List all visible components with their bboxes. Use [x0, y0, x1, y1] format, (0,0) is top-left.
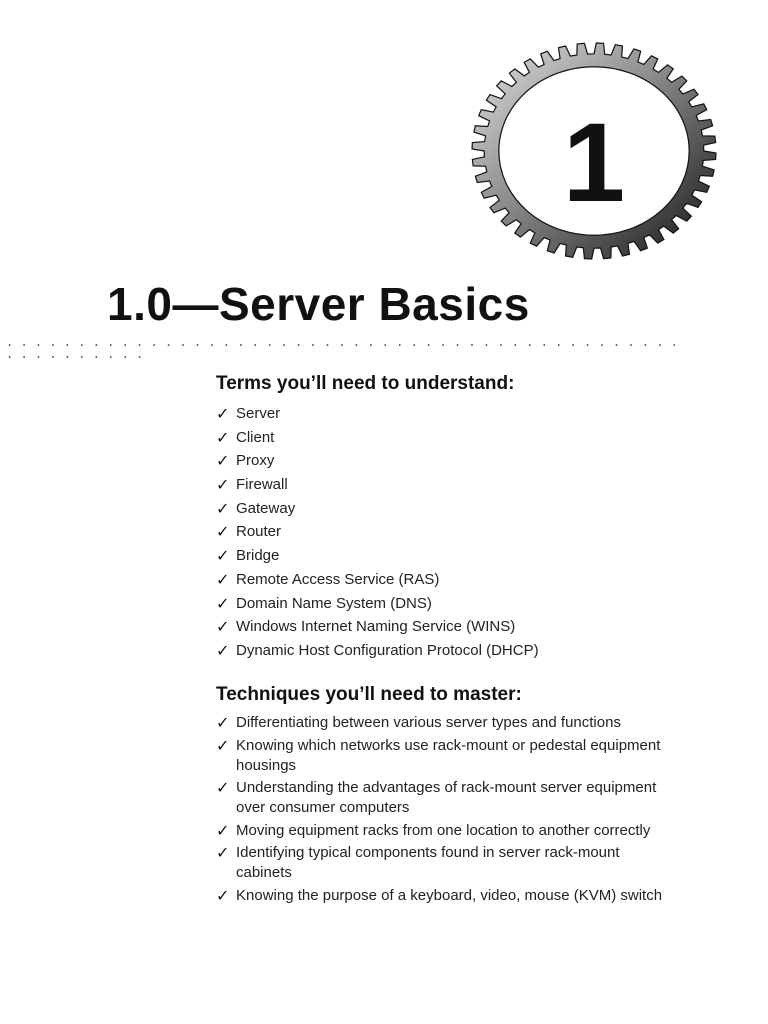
- list-item: [216, 520, 666, 544]
- term-label: Proxy: [236, 452, 275, 470]
- checkmark-icon: ✓: [216, 640, 230, 660]
- checkmark-icon: ✓: [216, 522, 230, 542]
- checkmark-icon: ✓: [216, 593, 230, 613]
- term-label: Router: [236, 523, 282, 541]
- list-item: [216, 473, 666, 497]
- technique-label: Moving equipment racks from one location to another correctly: [236, 821, 651, 839]
- chapter-number: 1: [562, 100, 626, 225]
- checkmark-icon: ✓: [216, 885, 230, 905]
- checkmark-icon: ✓: [216, 451, 230, 471]
- list-item: [216, 592, 666, 616]
- techniques-list: [216, 713, 666, 906]
- terms-heading: Terms you’ll need to understand:: [216, 373, 515, 394]
- list-item: [216, 426, 666, 450]
- techniques-section: [216, 683, 666, 908]
- checkmark-icon: ✓: [216, 475, 230, 495]
- terms-list: [216, 402, 666, 663]
- term-label: Gateway: [236, 499, 296, 517]
- list-item: [216, 778, 666, 818]
- technique-label: Knowing the purpose of a keyboard, video, mouse (KVM) switch: [236, 886, 663, 904]
- chapter-title: 1.0—Server Basics: [107, 278, 530, 330]
- checkmark-icon: ✓: [216, 498, 230, 518]
- term-label: Remote Access Service (RAS): [236, 570, 440, 588]
- checkmark-icon: ✓: [216, 820, 230, 840]
- list-item: [216, 736, 666, 776]
- term-label: Server: [236, 405, 281, 422]
- checkmark-icon: ✓: [216, 427, 230, 447]
- technique-label: Knowing which networks use rack-mount or pedestal equipment housings: [236, 736, 661, 774]
- list-item: [216, 544, 666, 568]
- list-item: [216, 402, 666, 426]
- checkmark-icon: ✓: [216, 778, 230, 797]
- checkmark-icon: ✓: [216, 843, 230, 862]
- term-label: Bridge: [236, 547, 280, 565]
- dotted-divider: . . . . . . . . . . . . . . . . . . . . . . . . . . . . . . . . . . . . . . . . . . . . . . . . . . . . . . . . .: [6, 335, 678, 361]
- list-item: [216, 843, 666, 883]
- checkmark-icon: ✓: [216, 546, 230, 566]
- term-label: Dynamic Host Configuration Protocol (DHCP): [236, 641, 539, 659]
- term-label: Windows Internet Naming Service (WINS): [236, 618, 516, 636]
- list-item: [216, 639, 666, 663]
- term-label: Client: [236, 428, 275, 446]
- terms-section: [216, 372, 666, 663]
- checkmark-icon: ✓: [216, 713, 230, 732]
- list-item: [216, 449, 666, 473]
- checkmark-icon: ✓: [216, 569, 230, 589]
- technique-label: Differentiating between various server types and functions: [236, 714, 621, 731]
- term-label: Domain Name System (DNS): [236, 594, 432, 612]
- techniques-heading: Techniques you’ll need to master:: [216, 684, 522, 705]
- list-item: [216, 568, 666, 592]
- technique-label: Identifying typical components found in server rack-mount cabinets: [236, 844, 620, 881]
- term-label: Firewall: [236, 476, 288, 494]
- technique-label: Understanding the advantages of rack-mount server equipment over consumer computers: [236, 779, 657, 816]
- checkmark-icon: ✓: [216, 617, 230, 637]
- checkmark-icon: ✓: [216, 735, 230, 755]
- list-item: [216, 713, 666, 733]
- list-item: [216, 615, 666, 639]
- list-item: [216, 886, 666, 906]
- checkmark-icon: ✓: [216, 404, 230, 423]
- chapter-number-badge: [470, 38, 726, 264]
- list-item: [216, 497, 666, 521]
- list-item: [216, 821, 666, 841]
